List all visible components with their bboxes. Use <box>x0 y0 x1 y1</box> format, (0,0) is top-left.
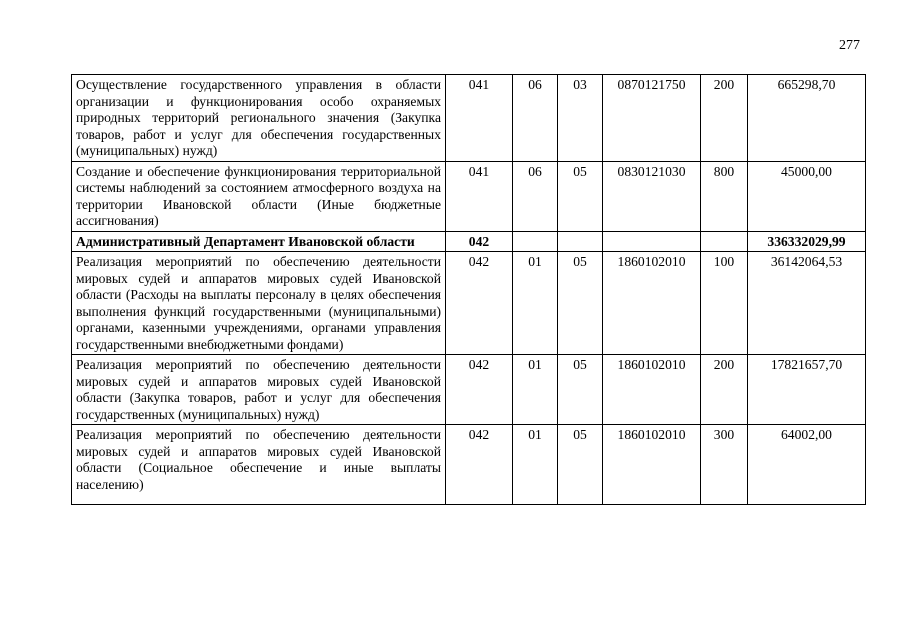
amount: 336332029,99 <box>748 231 866 252</box>
expense-type-code <box>701 231 748 252</box>
subsection-code: 05 <box>558 425 603 505</box>
ministry-code: 041 <box>446 161 513 231</box>
ministry-code: 042 <box>446 231 513 252</box>
amount: 36142064,53 <box>748 252 866 355</box>
amount: 17821657,70 <box>748 355 866 425</box>
row-description: Реализация мероприятий по обеспечению деятельности мировых судей и аппаратов мировых судей Ивановской области (Социальное обеспечение и иные выплаты населению) <box>72 425 446 505</box>
expense-type-code: 200 <box>701 75 748 162</box>
amount: 45000,00 <box>748 161 866 231</box>
row-description: Административный Департамент Ивановской области <box>72 231 446 252</box>
target-article-code: 0830121030 <box>603 161 701 231</box>
row-description: Создание и обеспечение функционирования территориальной системы наблюдений за состоянием атмосферного воздуха на территории Ивановской области (Иные бюджетные ассигнования) <box>72 161 446 231</box>
expense-type-code: 200 <box>701 355 748 425</box>
subsection-code: 05 <box>558 161 603 231</box>
subsection-code: 05 <box>558 355 603 425</box>
expense-type-code: 300 <box>701 425 748 505</box>
section-code: 06 <box>513 161 558 231</box>
table-row <box>72 75 866 162</box>
table-row <box>72 161 866 231</box>
subsection-code: 03 <box>558 75 603 162</box>
target-article-code <box>603 231 701 252</box>
target-article-code: 1860102010 <box>603 425 701 505</box>
subsection-code: 05 <box>558 252 603 355</box>
ministry-code: 042 <box>446 425 513 505</box>
target-article-code: 1860102010 <box>603 252 701 355</box>
section-code: 01 <box>513 355 558 425</box>
expense-type-code: 100 <box>701 252 748 355</box>
target-article-code: 0870121750 <box>603 75 701 162</box>
ministry-code: 041 <box>446 75 513 162</box>
subsection-code <box>558 231 603 252</box>
section-code: 06 <box>513 75 558 162</box>
table-row-total <box>72 231 866 252</box>
row-description: Реализация мероприятий по обеспечению деятельности мировых судей и аппаратов мировых судей Ивановской области (Закупка товаров, работ и услуг для обеспечения государственных (муниципальных) нужд) <box>72 355 446 425</box>
row-description: Реализация мероприятий по обеспечению деятельности мировых судей и аппаратов мировых судей Ивановской области (Расходы на выплаты персоналу в целях обеспечения выполнения функций государственными (муниципальными) органами, казенными учреждениями, органами управления государственными внебюджетными фондами) <box>72 252 446 355</box>
section-code: 01 <box>513 425 558 505</box>
table-row <box>72 252 866 355</box>
section-code: 01 <box>513 252 558 355</box>
table-row <box>72 425 866 505</box>
page-number: 277 <box>839 38 860 53</box>
ministry-code: 042 <box>446 355 513 425</box>
ministry-code: 042 <box>446 252 513 355</box>
section-code <box>513 231 558 252</box>
amount: 665298,70 <box>748 75 866 162</box>
row-description: Осуществление государственного управления в области организации и функционирования особо охраняемых природных территорий регионального значения (Закупка товаров, работ и услуг для обеспечения государственных (муниципальных) нужд) <box>72 75 446 162</box>
table-row <box>72 355 866 425</box>
amount: 64002,00 <box>748 425 866 505</box>
expense-type-code: 800 <box>701 161 748 231</box>
budget-table <box>71 74 866 505</box>
target-article-code: 1860102010 <box>603 355 701 425</box>
